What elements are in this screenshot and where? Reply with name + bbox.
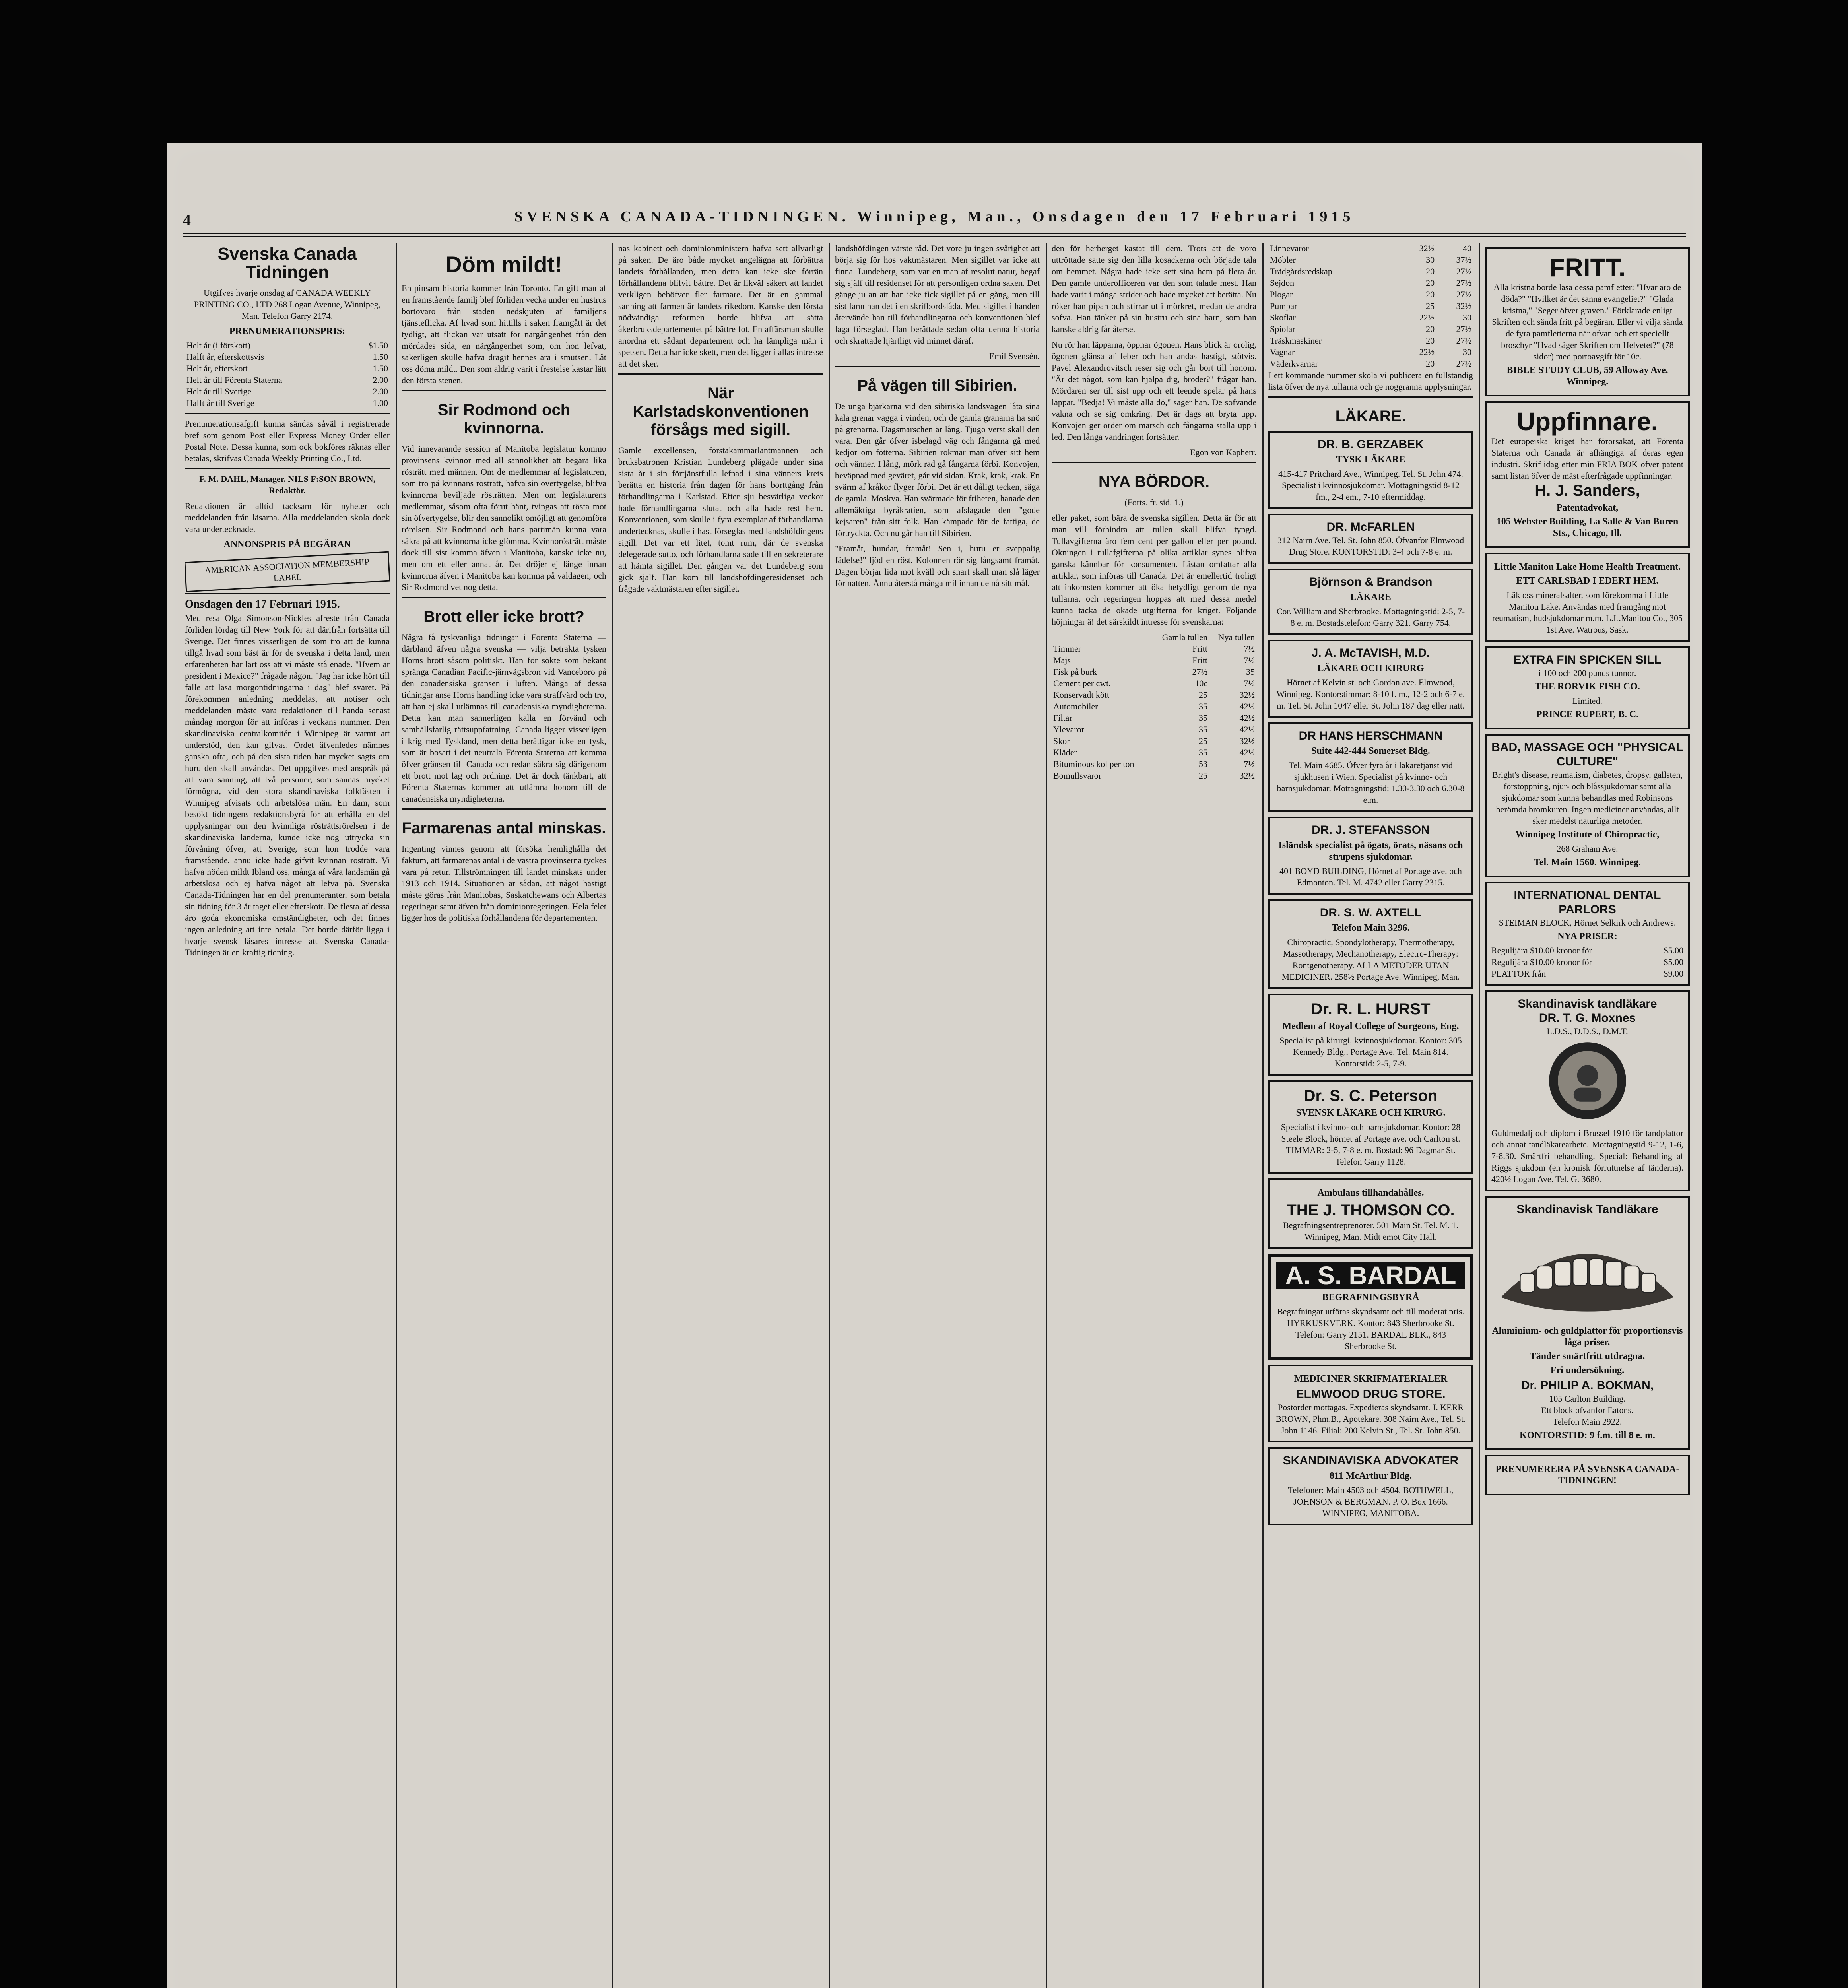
ad-text: Telefoner: Main 4503 och 4504. BOTHWELL, JOHNSON & BERGMAN. P. O. Box 1666. WINNIPEG, MANITOBA.: [1288, 1485, 1454, 1518]
cell: 30: [1463, 347, 1471, 357]
ad-elmwood-drug: [1268, 1365, 1473, 1442]
cell: 20: [1426, 324, 1435, 334]
cell: 27½: [1456, 359, 1471, 369]
cell: Möbler: [1270, 255, 1296, 265]
table-row: [1268, 266, 1473, 277]
price-value: 1.00: [373, 398, 388, 408]
cell: Linnevaror: [1270, 243, 1309, 253]
ad-text: 415-417 Pritchard Ave., Winnipeg. Tel. St. John 474. Specialist i kvinnosjukdomar. Mottagningstid 8-12 fm., 2-4 em., 7-10 eftermiddag.: [1278, 469, 1464, 502]
ad-title: EXTRA FIN SPICKEN SILL: [1513, 653, 1662, 666]
cell: 7½: [1244, 759, 1255, 769]
cell: 27½: [1456, 278, 1471, 288]
table-row: [1268, 346, 1473, 358]
cell: 20: [1426, 289, 1435, 299]
cell: Timmer: [1053, 644, 1081, 654]
cell: Majs: [1053, 655, 1071, 665]
cell: Sejdon: [1270, 278, 1295, 288]
article-text: En pinsam historia kommer från Toronto. En gift man af en framstående familj blef förliden vecka under en hustrus bortovaro från staden nedskjuten af familjens tjänsteflicka. Af hvad som hittills i saken framgått är det tydligt, att flickan var utsatt för närgångenhet från den mördades sida, en närgångenhet som, om hon lefvat, säkerligen skulle hafva dragit hennes ära i smutsen. Låt oss döma mildt. Den som aldrig varit i frestelse kastar lätt den första stenen.: [402, 283, 606, 385]
cell: 35: [1199, 713, 1207, 723]
editorial-text: Med resa Olga Simonson-Nickles afreste från Canada förliden lördag till New York för att därifrån fortsätta till Sverige. Det finnes visserligen de som tro att de kunna tillgå hvad som bäst är för de svenska i detta land, men erfarenheten har lärt oss att vi måste stå enade. "Hvem är president i Mexico?" frågade någon. "Jag har icke hört till fälle att läsa morgontidningarna i dag" blef svaret. På förekommen anledning meddelas, att notiser och meddelanden måste vara redaktionen till handa senast måndag morgon för att införas i veckans nummer. Den skandinaviska centralkomitén i Winnipeg är varmt att understöd, den kan gifvas. Ordet äfvenledes nämnes ganska ofta, och på den sista tiden har mycket sagts om huru den skall användas. Det uppgifves med anspråk på att vara sanning, att två personer, som sannas mycket förmögna, vid den stora skandinaviska folkfästen i Winnipeg afvisats och arbetslösa män. En dam, som besökt tidningens redaktionsbyrå för att erhålla en del upplysningar om den kvinnliga rösträttsrörelsen i de skandinaviska länderna, kunde icke nog uttrycka sin förvåning öfver, att Sverige, som hon trodde vara framstående, ännu icke hade gifvit kvinnan rösträtt. Vi hafva nöden mildt Ibland oss, många af våra landsmän gå arbetslösa och ej hafva något att lefva på. Svenska Canada-Tidningen har en del prenumeranter, som betala sin tidning för 3 år taget eller efterskott. De flesta af dessa äro goda ekonomiska omständigheter, och det finnes ingen anledning att inte betala. Det borde därför ligga i hvarje svensk läsares intresse att Svenska Canada-Tidningen är en kraftig tidning.: [185, 613, 390, 957]
ad-title: Dr. R. L. HURST: [1311, 1000, 1431, 1018]
divider: [1268, 396, 1473, 398]
cell: 35: [1199, 724, 1207, 734]
ad-axtell: [1268, 899, 1473, 989]
column-2: [402, 243, 606, 1988]
price-value: $1.50: [368, 340, 388, 350]
article-text: Nu rör han läpparna, öppnar ögonen. Hans blick är orolig, ögonen glänsa af feber och han andas hastigt, stötvis. Pavel Alexandrovitsch reser sig och går bort till honom. "Är det något, som kan hjälpa dig, broder?" frågar han. Mördaren ser till sist upp och ett leende spelar på hans läppar. "Bedja! Vi måste alla dö," säger han. De sofvande vakna och se sig omkring. Det är dags att bryta upp. Konvojen ger order om marsch och fångarna ställa upp i led. Den långa vandringen fortsätter.: [1052, 340, 1256, 442]
paper-title: Svenska Canada Tidningen: [217, 244, 357, 282]
cell: Träskmaskiner: [1270, 336, 1322, 346]
ad-moxnes: [1485, 990, 1690, 1191]
cell: Bomullsvaror: [1053, 771, 1101, 780]
ad-text: Guldmedalj och diplom i Brussel 1910 för tandplattor och annat tandläkarearbete. Mottagningstid 9-12, 1-6, 7-8.30. Smärtfri behandling. Special: Behandling af Riggs sjukdom (en kronisk förruttnelse af tänderna). 420½ Logan Ave. Tel. G. 3680.: [1491, 1128, 1683, 1184]
table-row: [1052, 678, 1256, 689]
divider: [185, 593, 390, 594]
prices-heading: PRENUMERATIONSPRIS:: [229, 326, 346, 336]
masthead: [183, 203, 1686, 231]
cell: Plogar: [1270, 289, 1293, 299]
column-separator: [396, 243, 397, 1988]
signature: Emil Svensén.: [989, 351, 1040, 361]
cell: 22½: [1419, 347, 1435, 357]
ad-company: THE RORVIK FISH CO.: [1535, 681, 1640, 692]
price-value: $5.00: [1664, 945, 1683, 955]
divider: [618, 373, 823, 375]
cell: 32½: [1419, 243, 1435, 253]
ad-mctavish: [1268, 640, 1473, 718]
cell: 32½: [1239, 736, 1255, 746]
price-row: [1491, 956, 1683, 968]
cell: Pumpar: [1270, 301, 1297, 311]
ads-heading: ANNONSPRIS PÅ BEGÄRAN: [223, 539, 351, 549]
cell: 40: [1463, 243, 1471, 253]
ad-address: STEIMAN BLOCK, Hörnet Selkirk och Andrews.: [1499, 918, 1676, 928]
cell: Trädgårdsredskap: [1270, 266, 1332, 276]
ad-text: Bright's disease, reumatism, diabetes, dropsy, gallsten, förstoppning, njur- och blåssjukdomar samt alla sjukdomar som kunna behandlas med Robinsons berömda bromkuren. Ingen mediciner användas, allt sker medelst naturliga metoder.: [1492, 770, 1683, 826]
column-separator: [1046, 243, 1047, 1988]
ad-fritt: [1485, 247, 1690, 396]
ad-bjornson: [1268, 569, 1473, 635]
ad-name: Dr. PHILIP A. BOKMAN,: [1521, 1379, 1654, 1392]
cell: 35: [1199, 747, 1207, 757]
article-text: eller paket, som bära de svenska sigillen. Detta är för att man vill förhindra att tullen skall blifva tyngd. Tullavgifterna äro fem cent per gallon eller per pound. Okningen i tullafgifterna på olika artiklar synes blifva ganska kännbar för konsumenten. Listan omfattar alla artiklar, som införas till Canada. Det är emellertid troligt att inkomsten kommer att öka betydligt genom de nya tullarna, och regeringen hoppas att med dessa medel kunna täcka de ökade utgifterna för kriget. Följande höjningar ä! det särskildt intresse för svenskarna:: [1052, 513, 1256, 627]
ad-dental-parlors: [1485, 882, 1690, 986]
cell: Fritt: [1192, 644, 1207, 654]
column-separator: [612, 243, 613, 1988]
ad-subtitle: TYSK LÄKARE: [1336, 454, 1405, 465]
table-row: [1052, 643, 1256, 654]
headline-dom-mildt: Döm mildt!: [446, 252, 562, 277]
cell: 53: [1199, 759, 1207, 769]
cell: 42½: [1239, 701, 1255, 711]
table-row: [1052, 701, 1256, 712]
price-label: Helt år, efterskott: [186, 363, 248, 373]
payment-notice: Prenumerationsafgift kunna sändas såväl i registrerade bref som genom Post eller Express Money Order eller Postal Note. Dessa kunna, som ock bokföres räknas eller betalas, skrifvas Canada Weekly Printing Co., Ltd.: [185, 419, 390, 463]
tariff-table-continued: [1268, 243, 1473, 369]
ad-subtitle: NYA PRISER:: [1557, 931, 1617, 942]
cell: 20: [1426, 266, 1435, 276]
price-value: 1.50: [373, 363, 388, 373]
cell: 35: [1199, 701, 1207, 711]
ad-title: Björnson & Brandson: [1309, 575, 1433, 588]
price-label: Halft år, efterskottsvis: [186, 352, 264, 362]
column-separator: [1262, 243, 1264, 1988]
article-text: Några få tyskvänliga tidningar i Förenta Staterna — därbland äfven några svenska — vilja betrakta tysken Horns brott såsom politiskt. Han för sökte som bekant spränga Canadian Pacific-järnvägsbron vid Vanceboro på den canadensiska gränsen i luften. Många af dessa tidningar anse Horns handling icke vara straffvärd och tro, att han ej skall utlämnas till canadensiska myndigheterna. Detta kan man sannerligen kalla en förvänd och samhällsfarlig rättsuppfattning. Canada ligger visserligen i krig med Tyskland, men detta berättigar icke en tysk, som är bosatt i det neutrala Förenta Staterna att komma öfver gränsen till Canada och redan säkra sig därigenom ett brott mot lag och ordning. Det är dock tänkbart, att Förenta Staternas kommer att utlämna honom till de canadensiska myndigheterna.: [402, 632, 606, 804]
page-number: 4: [183, 211, 195, 229]
ad-herschmann: [1268, 722, 1473, 812]
table-row: [1052, 724, 1256, 735]
cell: 20: [1426, 336, 1435, 346]
signature: Egon von Kapherr.: [1190, 447, 1256, 457]
table-row: [185, 386, 390, 397]
ad-massage: [1485, 734, 1690, 877]
headline-brott: Brott eller icke brott?: [423, 608, 584, 625]
column-separator: [1479, 243, 1480, 1988]
headline-sir-rodmond: Sir Rodmond och kvinnorna.: [437, 401, 571, 437]
ad-text: Tel. Main 4685. Öfver fyra år i läkaretjänst vid sjukhusen i Wien. Specialist på kvinno- och barnsjukdomar. Mottagningstid: 1.30-3.30 och 6.30-8 e.m.: [1277, 760, 1465, 805]
lakare-heading: LÄKARE.: [1335, 408, 1406, 425]
article-text: Ingenting vinnes genom att försöka hemlighålla det faktum, att farmarenas antal i de västra provinserna tyckes vara på retur. Tillströmningen till landet minskats under 1913 och 1914. Situationen är sådan, att något hastigt måste göras från Manitobas, Saskatchewans och Albertas regeringar samt äfven från dominionregeringen. Hela felet ligger hos de politiska förhållandena för departementen.: [402, 844, 606, 923]
ad-footer: BIBLE STUDY CLUB, 59 Alloway Ave. Winnipeg.: [1506, 365, 1668, 387]
price-row: [1491, 968, 1683, 979]
cell: Vagnar: [1270, 347, 1295, 357]
ad-text: Begrafningar utföras skyndsamt och till moderat pris. HYRKUSKVERK. Kontor: 843 Sherbrooke St. Telefon: Garry 2151. BARDAL BLK., 843 Sherbrooke St.: [1277, 1307, 1465, 1351]
table-row: [1052, 735, 1256, 747]
table-row: [185, 351, 390, 363]
ad-subtitle: LÄKARE OCH KIRURG: [1317, 663, 1424, 674]
table-row: [1268, 300, 1473, 312]
cell: 30: [1463, 313, 1471, 322]
masthead-rule-thin: [183, 236, 1686, 237]
ad-title: DR. McFARLEN: [1326, 520, 1415, 534]
medal-icon: [1544, 1037, 1631, 1124]
column-4: [835, 243, 1040, 1988]
headline-farmarenas: Farmarenas antal minskas.: [402, 819, 606, 837]
cell: 27½: [1456, 324, 1471, 334]
subscription-prices: [185, 340, 390, 409]
divider: [1052, 462, 1256, 463]
table-row: [1052, 770, 1256, 781]
cell: 10c: [1195, 678, 1207, 688]
cell: 42½: [1239, 713, 1255, 723]
divider: [402, 597, 606, 598]
cell: Konservadt kött: [1053, 690, 1110, 700]
table-row: [185, 374, 390, 386]
newspaper-page: [167, 143, 1702, 1988]
cell: 32½: [1239, 690, 1255, 700]
headline-nya-bordor: NYA BÖRDOR.: [1098, 473, 1210, 491]
table-row: [1268, 277, 1473, 289]
ad-subtitle: LÄKARE: [1350, 592, 1391, 602]
ad-title: INTERNATIONAL DENTAL PARLORS: [1514, 889, 1661, 916]
ad-phone: Telefon Main 2922.: [1553, 1417, 1622, 1427]
ad-advokater: [1268, 1447, 1473, 1525]
article-text: den för herberget kastat till dem. Trots att de voro uttröttade satte sig den lilla kosackerna och började tala om hemmet. Några hade icke sett sina hem på flera år. Den gamle underofficeren var den som talade mest. Han hade varit i många strider och hade mycket att berätta. Nu röker han pipan och stirrar ut i mörkret, medan de andra sofva. Han tänker på sin hustru och sina barn, som han kanske aldrig får återse.: [1052, 243, 1256, 334]
price-value: 1.50: [373, 352, 388, 362]
ad-address: PRINCE RUPERT, B. C.: [1536, 709, 1639, 720]
ad-address: Ett block ofvanför Eatons.: [1541, 1405, 1634, 1415]
price-label: Regulijära $10.00 kronor för: [1491, 945, 1592, 955]
masthead-rule: [183, 233, 1686, 234]
ad-title: ELMWOOD DRUG STORE.: [1296, 1388, 1446, 1401]
cell: Kläder: [1053, 747, 1077, 757]
ad-text: Tänder smärtfritt utdragna.: [1530, 1351, 1645, 1361]
ad-subtitle: BEGRAFNINGSBYRÅ: [1322, 1292, 1419, 1303]
ad-bardal: [1268, 1254, 1473, 1360]
cell: Fisk på burk: [1053, 667, 1097, 677]
cell: 7½: [1244, 655, 1255, 665]
column-header: Nya tullen: [1218, 632, 1255, 642]
cell: 27½: [1192, 667, 1207, 677]
ad-thomson: [1268, 1178, 1473, 1249]
ad-text: Begrafningsentreprenörer. 501 Main St. Tel. M. 1. Winnipeg, Man. Midt emot City Hall.: [1283, 1220, 1459, 1242]
ad-text: Läk oss mineralsalter, som förekomma i Little Manitou Lake. Användas med framgång mot reumatism, hudsjukdomar m.m. L.L.Manitou Co., 305 1st Ave. Watrous, Sask.: [1492, 590, 1683, 635]
table-row: [1052, 712, 1256, 724]
ad-title: DR. B. GERZABEK: [1318, 438, 1424, 451]
table-header-row: [1052, 631, 1256, 643]
cell: Filtar: [1053, 713, 1072, 723]
cell: 25: [1199, 736, 1207, 746]
column-3: [618, 243, 823, 1988]
ad-address: 105 Webster Building, La Salle & Van Buren Sts., Chicago, Ill.: [1496, 516, 1679, 538]
price-value: 2.00: [373, 375, 388, 385]
headline-karlstad: När Karlstadskonventionen försågs med sigill.: [633, 384, 809, 439]
table-row: [1052, 654, 1256, 666]
ad-text: Hörnet af Kelvin st. och Gordon ave. Elmwood, Winnipeg. Kontorstimmar: 8-10 f. m., 12-2 och 6-7 e. m. Tel. St. John 1047 eller St. John 187 dag eller natt.: [1276, 678, 1465, 711]
ad-text: 312 Nairn Ave. Tel. St. John 850. Öfvanför Elmwood Drug Store. KONTORSTID: 3-4 och 7-8 e. m.: [1277, 535, 1464, 557]
column-5: [1052, 243, 1256, 1988]
ad-text: Fri undersökning.: [1550, 1365, 1625, 1375]
union-label-stamp: AMERICAN ASSOCIATION MEMBERSHIP LABEL: [185, 551, 390, 592]
divider: [185, 413, 390, 414]
cell: 25: [1199, 690, 1207, 700]
cell: 25: [1426, 301, 1435, 311]
tariff-table: [1052, 631, 1256, 781]
cell: 20: [1426, 278, 1435, 288]
table-row: [1268, 335, 1473, 346]
article-text: Vid innevarande session af Manitoba legislatur kommo provinsens kvinnor med all sannolikhet att begära lika rösträtt med männen. Om de medlemmar af legislaturen, som tro på kvinnans rösträtt, hafva sin övertygelse, blifva kvinnorna beviljade rösträtten. Men om legislaturens medlemmar, såsom ofta förut hänt, tvingas att rösta mot sin öfvertygelse, blir den sannolikt omöjligt att genomföra rörelsen. Sir Rodmond och hans partimän kunna vara säkra på att kvinnorna icke glömma. Kvinnorösträtt måste dock till sist komma äfven i Manitoba, kanske icke nu, men om ett eller annat år. Det dröjer ej länge innan kvinnorna äfven i Manitoba kan komma på valdagen, och Sir Rodmond vet nog detta.: [402, 444, 606, 592]
article-text: nas kabinett och dominionministern hafva sett allvarligt på saken. De äro både mycket angelägna att förbättra landets förhållanden, men detta kan icke ske förrän förhållandena blifvit bättre. Det är likväl säkert att landet verkligen behöfver fler farmare. Det är en gammal sanning att farmen är landets rikedom. Kanske den första nödvändiga reformen borde blifva att sätta åkerbruksdepartementet på bättre fot. En affärsman skulle anordna ett sådant departement och ha lämpliga män i spetsen. Detta har icke skett, men det ligger i allas intresse att det sker.: [618, 243, 823, 369]
continued-note: (Forts. fr. sid. 1.): [1124, 497, 1184, 507]
ad-subtitle: SVENSK LÄKARE OCH KIRURG.: [1296, 1108, 1446, 1118]
subscribe-text: PRENUMERERA PÅ SVENSKA CANADA-TIDNINGEN!: [1495, 1464, 1679, 1486]
table-row: [1268, 289, 1473, 300]
ad-mcfarlen: [1268, 514, 1473, 564]
table-row: [1052, 758, 1256, 770]
managers: F. M. DAHL, Manager. NILS F:SON BROWN, Redaktör.: [199, 474, 375, 495]
table-row: [1268, 358, 1473, 369]
ad-title: DR. J. STEFANSSON: [1312, 823, 1430, 837]
ad-subtitle: MEDICINER SKRIFMATERIALER: [1294, 1374, 1448, 1384]
ad-subtitle: ETT CARLSBAD I EDERT HEM.: [1516, 576, 1659, 586]
ad-name: DR. T. G. Moxnes: [1539, 1011, 1636, 1025]
ad-phone: Tel. Main 1560. Winnipeg.: [1534, 857, 1641, 868]
ad-subtitle: Medlem af Royal College of Surgeons, Eng.: [1282, 1021, 1459, 1031]
ad-institute: Winnipeg Institute of Chiropractic,: [1515, 829, 1660, 840]
table-row: [1268, 323, 1473, 335]
ad-address: 105 Carlton Building.: [1549, 1394, 1626, 1404]
cell: Bituminous kol per ton: [1053, 759, 1134, 769]
divider: [402, 808, 606, 810]
ad-title: Uppfinnare.: [1516, 407, 1658, 436]
table-row: [1268, 243, 1473, 254]
article-text: De unga bjärkarna vid den sibiriska landsvägen låta sina kala grenar vagga i vinden, och de gamla granarna ha snö på grenarna. Dagsmarschen är lång. Tjugo verst skall den vara. Den går öfver isbelagd väg och fångarna gå med kedjor om fötterna. Sibirien rökmar man öfver sitt hem och vänner. I lång, mörk rad gå fångarna förbi. Konvojen, beväpnad med geväret, går vid sidan. Krak, krak, krak. En svärm af kråkor flyger förbi. Det är ett dåligt tecken, säga de gamla. Moskva. Han svärmade för friheten, hanade den allemäktiga byråkratien, som afslagade den "gode kejsaren" från sitt folk. Han kämpade för de fattiga, de förtryckta. Och nu går han till Sibirien.: [835, 401, 1040, 538]
ad-subtitle: Suite 442-444 Somerset Bldg.: [1311, 746, 1430, 756]
publisher-info: Utgifves hvarje onsdag af CANADA WEEKLY PRINTING CO., LTD 268 Logan Avenue, Winnipeg, Man. Telefon Garry 2174.: [194, 288, 381, 321]
ad-title: Skandinavisk tandläkare: [1518, 997, 1657, 1010]
ad-uppfinnare: [1485, 401, 1690, 548]
ad-title: Dr. S. C. Peterson: [1304, 1087, 1438, 1105]
cell: 42½: [1239, 724, 1255, 734]
divider: [402, 390, 606, 391]
union-label: [185, 557, 390, 587]
ad-text: Det europeiska kriget har förorsakat, att Förenta Staterna och Canada är afhängiga af deras egen industri. Skrif idag efter min FRIA BOK öfver patent samt listan öfver de mäst efterfrågade uppfinningar.: [1491, 436, 1683, 481]
dental-plate-icon: [1491, 1217, 1683, 1320]
ad-subtitle: Isländsk specialist på ögats, örats, näsans och strupens sjukdomar.: [1278, 840, 1463, 862]
cell: Spiolar: [1270, 324, 1295, 334]
price-value: $9.00: [1664, 969, 1683, 978]
ad-title: THE J. THOMSON CO.: [1287, 1202, 1455, 1219]
ad-title: FRITT.: [1549, 253, 1626, 282]
cell: 32½: [1239, 771, 1255, 780]
ad-degrees: L.D.S., D.D.S., D.M.T.: [1547, 1026, 1628, 1036]
cell: 20: [1426, 359, 1435, 369]
cell: Skoflar: [1270, 313, 1296, 322]
tariff-footnote: I ett kommande nummer skola vi publicera en fullständig lista öfver de nya tullarna och ge noggranna upplysningar.: [1268, 370, 1473, 392]
ad-title: DR. S. W. AXTELL: [1320, 906, 1422, 919]
ad-subtitle: 811 McArthur Bldg.: [1330, 1471, 1412, 1481]
price-value: $5.00: [1664, 957, 1683, 967]
cell: 37½: [1456, 255, 1471, 265]
article-text: "Framåt, hundar, framåt! Sen i, huru er sveppalig fädelse!" ljöd en röst. Kolonnen rör sig långsamt framåt. Dagen börjar lida mot kväll och snart skall man slå läger för natten. Ännu återstå många mil innan de nå sitt mål.: [835, 544, 1040, 588]
ad-spicken-sill: [1485, 646, 1690, 729]
ad-text: Specialist på kirurgi, kvinnosjukdomar. Kontor: 305 Kennedy Bldg., Portage Ave. Tel. Main 814. Kontorstid: 2-5, 7-9.: [1279, 1035, 1462, 1068]
column-1: [185, 243, 390, 1988]
cell: 35: [1246, 667, 1255, 677]
ad-bokman: [1485, 1196, 1690, 1450]
ad-stefansson: [1268, 817, 1473, 895]
cell: 42½: [1239, 747, 1255, 757]
ad-peterson: [1268, 1080, 1473, 1174]
table-row: [1052, 747, 1256, 758]
price-label: Helt år till Förenta Staterna: [186, 375, 282, 385]
article-text: landshöfdingen värste råd. Det vore ju ingen svårighet att börja sig för hos vaktmästaren. Men sigillet var icke att finna. Lundeberg, som var en man af resolut natur, begaf sig själf till residenset för att personligen ordna saken. Det gänge ju an att han icke fick sigillet på en gång, men till sist fann han det i en skrifbordslåda. Med sigillet i handen återvände han till förhandlingarna och konventionen blef laga förseglad. Han berättade sedan ofta denna historia och skrattade hjärtligt vid minnet däraf.: [835, 243, 1040, 346]
ad-address: 268 Graham Ave.: [1557, 844, 1618, 854]
ad-title: BAD, MASSAGE OCH "PHYSICAL CULTURE": [1491, 741, 1683, 768]
ad-title: J. A. McTAVISH, M.D.: [1311, 646, 1430, 660]
ad-text: i 100 och 200 punds tunnor.: [1538, 668, 1636, 678]
ad-title: DR HANS HERSCHMANN: [1299, 729, 1443, 742]
cell: Väderkvarnar: [1270, 359, 1318, 369]
dateline: Onsdagen den 17 Februari 1915.: [185, 598, 340, 610]
cell: 27½: [1456, 336, 1471, 346]
price-value: 2.00: [373, 386, 388, 396]
subscribe-banner: [1485, 1455, 1690, 1495]
cell: 25: [1199, 771, 1207, 780]
divider: [185, 468, 390, 469]
headline-sibirien: På vägen till Sibirien.: [857, 377, 1017, 394]
table-row: [1268, 312, 1473, 323]
ad-manitou-lake: [1485, 553, 1690, 642]
column-separator: [829, 243, 830, 1988]
ad-limited: Limited.: [1572, 696, 1603, 706]
ad-title: SKANDINAVISKA ADVOKATER: [1283, 1454, 1459, 1467]
price-label: Helt år (i förskott): [186, 340, 250, 350]
ad-subtitle: Ambulans tillhandahålles.: [1317, 1188, 1424, 1198]
table-row: [185, 363, 390, 374]
table-row: [185, 340, 390, 351]
ad-title: Skandinavisk Tandläkare: [1516, 1203, 1658, 1216]
ad-title: A. S. BARDAL: [1276, 1262, 1465, 1289]
column-6: [1268, 243, 1473, 1988]
table-row: [185, 397, 390, 409]
masthead-line: SVENSKA CANADA-TIDNINGEN. Winnipeg, Man., Onsdagen den 17 Februari 1915: [514, 208, 1355, 225]
price-label: Regulijära $10.00 kronor för: [1491, 957, 1592, 967]
table-row: [1052, 689, 1256, 701]
column-header: Gamla tullen: [1162, 632, 1207, 642]
ad-gerzabek: [1268, 431, 1473, 509]
article-text: Gamle excellensen, förstakammarlantmannen och bruksbatronen Kristian Lundeberg plägade under sina sista år i sin förtjänstfulla lefnad i sina vänners krets berätta en historia från dagen för hans borttgång från förhandlingarna i Karlstad. Efter sju besvärliga veckor hade förhandlingarna slutat och alla hade rest hem. Konventionen, som skulle i fyra exemplar af förhandlarna undertecknas, skulle i hast förseglas med landshöfdingens sigill. Det var ett litet, tomt rum, där de svenska delegerade sutto, och förhandlarna sade till en sekreterare att hämta sigillet. Den gången var det Lundeberg som gick själf. Han kom till landshöfdingeresidenset och frågade vaktmästaren efter sigillet.: [618, 445, 823, 594]
ad-text: Specialist i kvinno- och barnsjukdomar. Kontor: 28 Steele Block, hörnet af Portage ave. och Carlton st. TIMMAR: 2-5, 7-8 e. m. Bostad: 96 Dagmar St. Telefon Garry 1128.: [1281, 1122, 1461, 1167]
ad-subtitle: Telefon Main 3296.: [1332, 923, 1410, 933]
ad-name: H. J. Sanders,: [1535, 482, 1640, 499]
cell: 22½: [1419, 313, 1435, 322]
cell: 30: [1426, 255, 1435, 265]
price-label: Halft år till Sverige: [186, 398, 254, 408]
table-row: [1052, 666, 1256, 678]
column-header: [1052, 631, 1151, 643]
column-7: [1485, 243, 1690, 1988]
ad-text: 401 BOYD BUILDING, Hörnet af Portage ave. och Edmonton. Tel. M. 4742 eller Garry 2315.: [1279, 866, 1462, 887]
cell: Ylevaror: [1053, 724, 1085, 734]
cell: Automobiler: [1053, 701, 1098, 711]
price-row: [1491, 945, 1683, 956]
price-label: Helt år till Sverige: [186, 386, 252, 396]
ad-text: Alla kristna borde läsa dessa pamfletter: "Hvar äro de döda?" "Hvilket är det sanna evangeliet?" "Glada kristna," "Seger öfver graven." Förklarade enligt Skriften och sända fritt på begäran. Eller vi vilja sända de fyra pamfletterna när ofvan och ett speciellt broschyr "Hvad säger Skriften om Helvetet?" (78 sidor) med portoavgift för 10c.: [1492, 282, 1683, 361]
table-row: [1268, 254, 1473, 266]
cell: Cement per cwt.: [1053, 678, 1111, 688]
ad-text: Postorder mottagas. Expedieras skyndsamt. J. KERR BROWN, Phm.B., Apotekare. 308 Nairn Ave., Tel. St. John 1146. Filial: 200 Kelvin St., Tel. St. John 850.: [1275, 1402, 1466, 1435]
ad-subtitle: Patentadvokat,: [1556, 503, 1619, 513]
ad-text: Cor. William and Sherbrooke. Mottagningstid: 2-5, 7-8 e. m. Bostadstelefon: Garry 321. Garry 754.: [1276, 606, 1465, 628]
ad-text: Chiropractic, Spondylotherapy, Thermotherapy, Massotherapy, Mechanotherapy, Electro-Therapy: Röntgenotherapy. ALLA METODER UTAN MEDICINER. 258½ Portage Ave. Winnipeg, Man.: [1281, 937, 1460, 982]
divider: [835, 366, 1040, 367]
ad-hours: KONTORSTID: 9 f.m. till 8 e. m.: [1520, 1430, 1655, 1441]
cell: 32½: [1456, 301, 1471, 311]
price-label: PLATTOR från: [1491, 969, 1546, 978]
editor-note: Redaktionen är alltid tacksam för nyheter och meddelanden från läsarna. Alla meddelanden skola dock vara undertecknade.: [185, 501, 390, 534]
cell: 27½: [1456, 266, 1471, 276]
ad-hurst: [1268, 994, 1473, 1076]
cell: 27½: [1456, 289, 1471, 299]
ad-title: Little Manitou Lake Home Health Treatment.: [1494, 562, 1681, 572]
cell: Fritt: [1192, 655, 1207, 665]
cell: 7½: [1244, 644, 1255, 654]
cell: Skor: [1053, 736, 1070, 746]
ad-text: Aluminium- och guldplattor för proportionsvis låga priser.: [1492, 1326, 1683, 1347]
cell: 7½: [1244, 678, 1255, 688]
